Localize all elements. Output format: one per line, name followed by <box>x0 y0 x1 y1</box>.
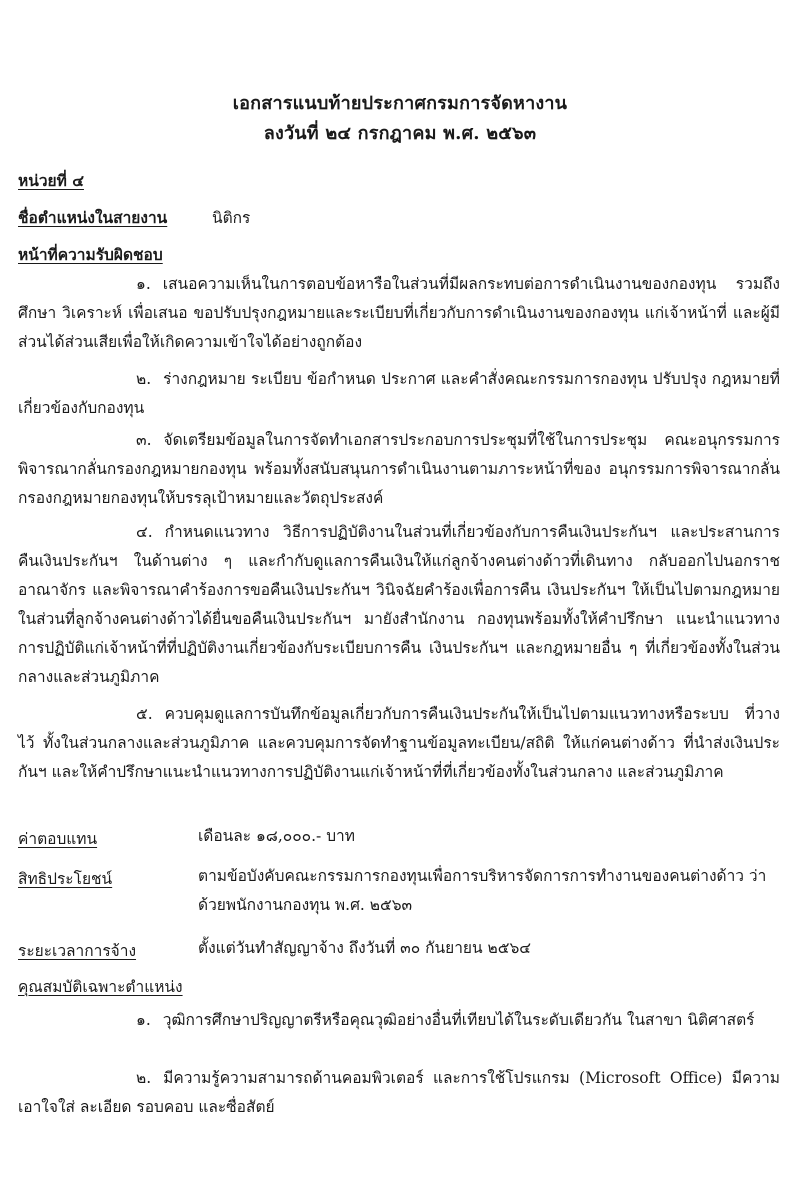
duty-item-3 <box>18 426 780 513</box>
duty-item-1 <box>18 270 780 357</box>
duty-text: เสนอความเห็นในการตอบข้อหารือในส่วนที่มีผลกระทบต่อการดำเนินงานของกองทุน รวมถึงศึกษา วิเคราะห์ เพื่อเสนอ ขอปรับปรุงกฎหมายและระเบียบที่เกี่ยวกับการดำเนินงานของกองทุน แก่เจ้าหน้าที่ และผู้มีส่วนได้ส่วนเสียเพื่อให้เกิดความเข้าใจได้อย่างถูกต้อง <box>18 275 780 351</box>
duty-text: ร่างกฎหมาย ระเบียบ ข้อกำหนด ประกาศ และคำสั่งคณะกรรมการกองทุน ปรับปรุง กฎหมายที่เกี่ยวข้องกับกองทุน <box>18 370 780 417</box>
duties-label: หน้าที่ความรับผิดชอบ <box>18 245 163 264</box>
duty-number: ๒. <box>136 370 152 388</box>
duty-text: กำหนดแนวทาง วิธีการปฏิบัติงานในส่วนที่เกี่ยวข้องกับการคืนเงินประกันฯ และประสานการคืนเงินประกันฯ ในด้านต่าง ๆ และกำกับดูแลการคืนเงินให้แก่ลูกจ้างคนต่างด้าวที่เดินทาง กลับออกไปนอกราชอาณาจักร และพิจารณาคำร้องการขอคืนเงินประกันฯ วินิจฉัยคำร้องเพื่อการคืน เงินประกันฯ ให้เป็นไปตามกฎหมายในส่วนที่ลูกจ้างคนต่างด้าวได้ยื่นขอคืนเงินประกันฯ มายังสำนักงาน กองทุนพร้อมทั้งให้คำปรึกษา แนะนำแนวทางการปฏิบัติแก่เจ้าหน้าที่ที่ปฏิบัติงานเกี่ยวข้องกับระเบียบการคืน เงินประกันฯ และกฎหมายอื่น ๆ ที่เกี่ยวข้องทั้งในส่วนกลางและส่วนภูมิภาค <box>18 523 780 686</box>
qualifications-label: คุณสมบัติเฉพาะตำแหน่ง <box>18 978 183 996</box>
duty-number: ๓. <box>136 431 152 449</box>
qualification-number: ๑. <box>136 1011 151 1029</box>
qualification-item-2 <box>18 1064 780 1122</box>
duty-text: จัดเตรียมข้อมูลในการจัดทำเอกสารประกอบการประชุมที่ใช้ในการประชุม คณะอนุกรรมการพิจารณากลั่นกรองกฎหมายกองทุน พร้อมทั้งสนับสนุนการดำเนินงานตามภาระหน้าที่ของ อนุกรรมการพิจารณากลั่นกรองกฎหมายกองทุนให้บรรลุเป้าหมายและวัตถุประสงค์ <box>18 431 780 507</box>
benefits-value: ตามข้อบังคับคณะกรรมการกองทุนเพื่อการบริหารจัดการการทำงานของคนต่างด้าว ว่าด้วยพนักงานกองทุน พ.ศ. ๒๕๖๓ <box>198 867 767 914</box>
qualification-text: วุฒิการศึกษาปริญญาตรีหรือคุณวุฒิอย่างอื่นที่เทียบได้ในระดับเดียวกัน ในสาขา นิติศาสตร์ <box>162 1011 755 1029</box>
qualification-text: มีความรู้ความสามารถด้านคอมพิวเตอร์ และการใช้โปรแกรม (Microsoft Office) มีความเอาใจใส่ ละเอียด รอบคอบ และซื่อสัตย์ <box>18 1069 780 1116</box>
duty-item-5 <box>18 700 780 787</box>
compensation-value: เดือนละ ๑๘,๐๐๐.- บาท <box>198 827 355 845</box>
duty-item-2 <box>18 365 780 423</box>
duty-number: ๔. <box>136 523 153 541</box>
duty-number: ๕. <box>136 705 153 723</box>
compensation-label: ค่าตอบแทน <box>18 830 98 848</box>
qualification-number: ๒. <box>136 1069 152 1087</box>
duty-text: ควบคุมดูแลการบันทึกข้อมูลเกี่ยวกับการคืนเงินประกันให้เป็นไปตามแนวทางหรือระบบ ที่วางไว้ ทั้งในส่วนกลางและส่วนภูมิภาค และควบคุมการจัดทำฐานข้อมูลทะเบียน/สถิติ ให้แก่คนต่างด้าว ที่นำส่งเงินประกันฯ และให้คำปรึกษาแนะนำแนวทางการปฏิบัติงานแก่เจ้าหน้าที่ที่เกี่ยวข้องทั้งในส่วนกลาง และส่วนภูมิภาค <box>18 705 780 781</box>
benefits-label: สิทธิประโยชน์ <box>18 870 113 888</box>
document-date: ลงวันที่ ๒๔ กรกฎาคม พ.ศ. ๒๕๖๓ <box>263 123 537 144</box>
unit-label: หน่วยที่ ๔ <box>18 171 84 190</box>
document-title: เอกสารแนบท้ายประกาศกรมการจัดหางาน <box>232 93 568 114</box>
position-value: นิติกร <box>212 209 251 227</box>
position-label: ชื่อตำแหน่งในสายงาน <box>18 208 168 227</box>
duty-number: ๑. <box>136 275 151 293</box>
qualification-item-1 <box>18 1006 780 1035</box>
duty-item-4 <box>18 518 780 692</box>
term-label: ระยะเวลาการจ้าง <box>18 942 137 960</box>
term-value: ตั้งแต่วันทำสัญญาจ้าง ถึงวันที่ ๓๐ กันยายน ๒๕๖๔ <box>198 939 532 957</box>
